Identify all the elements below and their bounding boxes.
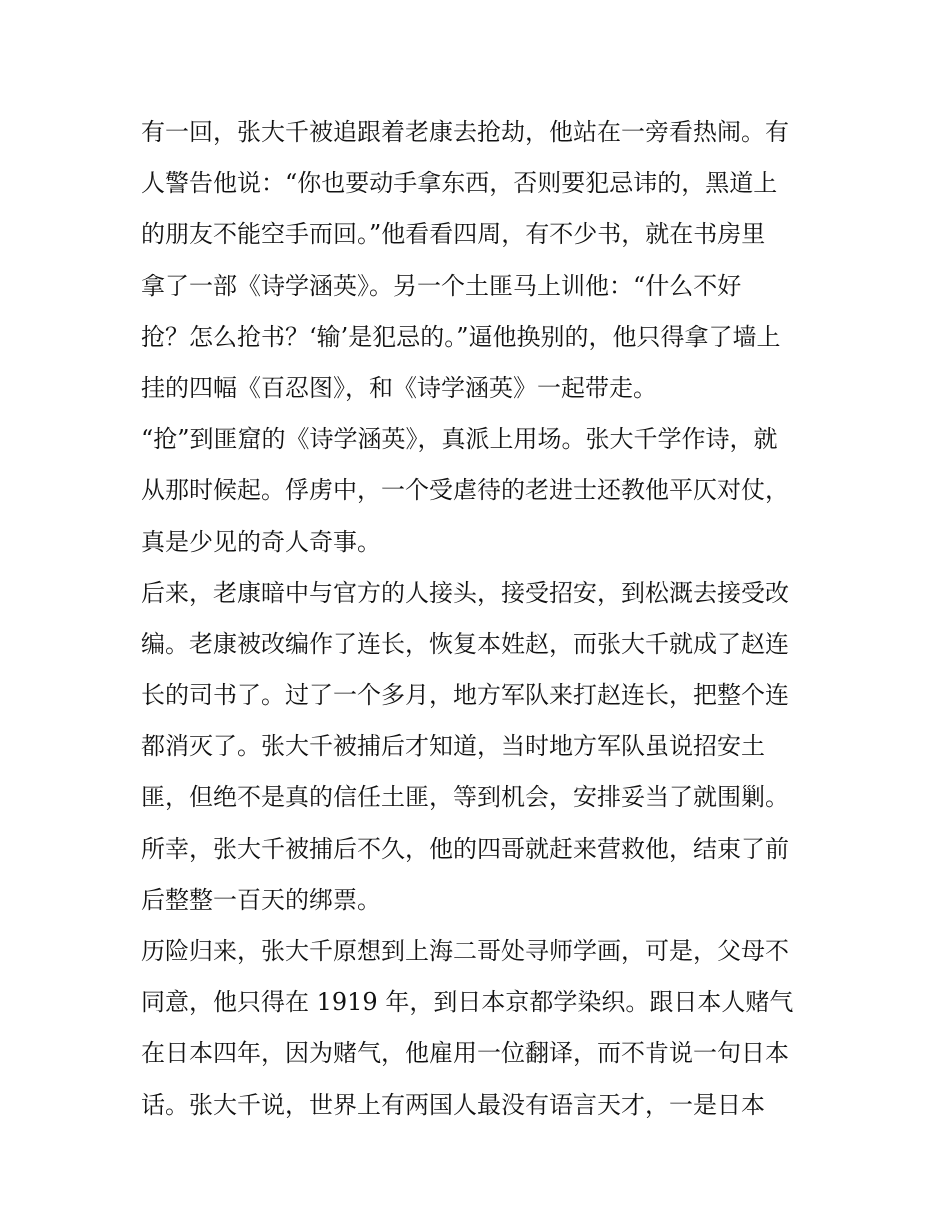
text-line: 后来，老康暗中与官方的人接头，接受招安，到松溉去接受改 [141, 578, 789, 607]
text-line: 都消灭了。张大千被捕后才知道，当时地方军队虽说招安土 [141, 732, 765, 761]
body-text [141, 107, 821, 1131]
text-line: 话。张大千说，世界上有两国人最没有语言天才，一是日本 [141, 1090, 765, 1119]
text-line: 拿了一部《诗学涵英》。另一个土匪马上训他：“什么不好 [141, 271, 742, 300]
text-line: 挂的四幅《百忍图》，和《诗学涵英》一起带走。 [141, 373, 657, 402]
text-line: 人警告他说：“你也要动手拿东西，否则要犯忌讳的，黑道上 [141, 169, 778, 198]
text-line: 从那时候起。俘虏中，一个受虐待的老进士还教他平仄对仗， [141, 476, 789, 505]
text-line: 同意，他只得在 1919 年，到日本京都学染织。跟日本人赌气 [141, 988, 794, 1017]
text-line: 编。老康被改编作了连长，恢复本姓赵，而张大千就成了赵连 [141, 629, 789, 658]
text-line: 长的司书了。过了一个多月，地方军队来打赵连长，把整个连 [141, 681, 789, 710]
text-line: 有一回，张大千被追跟着老康去抢劫，他站在一旁看热闹。有 [141, 118, 789, 146]
text-line: 在日本四年，因为赌气，他雇用一位翻译，而不肯说一句日本 [141, 1039, 789, 1068]
text-line: 所幸，张大千被捕后不久，他的四哥就赶来营救他，结束了前 [141, 834, 789, 863]
text-line: “抢”到匪窟的《诗学涵英》，真派上用场。张大千学作诗，就 [141, 425, 778, 454]
text-line: 后整整一百天的绑票。 [141, 885, 381, 914]
text-line: 的朋友不能空手而回。”他看看四周，有不少书，就在书房里 [141, 220, 766, 249]
text-line: 真是少见的奇人奇事。 [141, 527, 381, 556]
text-line: 抢？怎么抢书？‘输’是犯忌的。”逼他换别的，他只得拿了墙上 [141, 322, 781, 351]
text-line: 历险归来，张大千原想到上海二哥处寻师学画，可是，父母不 [141, 937, 789, 965]
text-line: 匪，但绝不是真的信任土匪，等到机会，安排妥当了就围剿。 [141, 783, 789, 812]
